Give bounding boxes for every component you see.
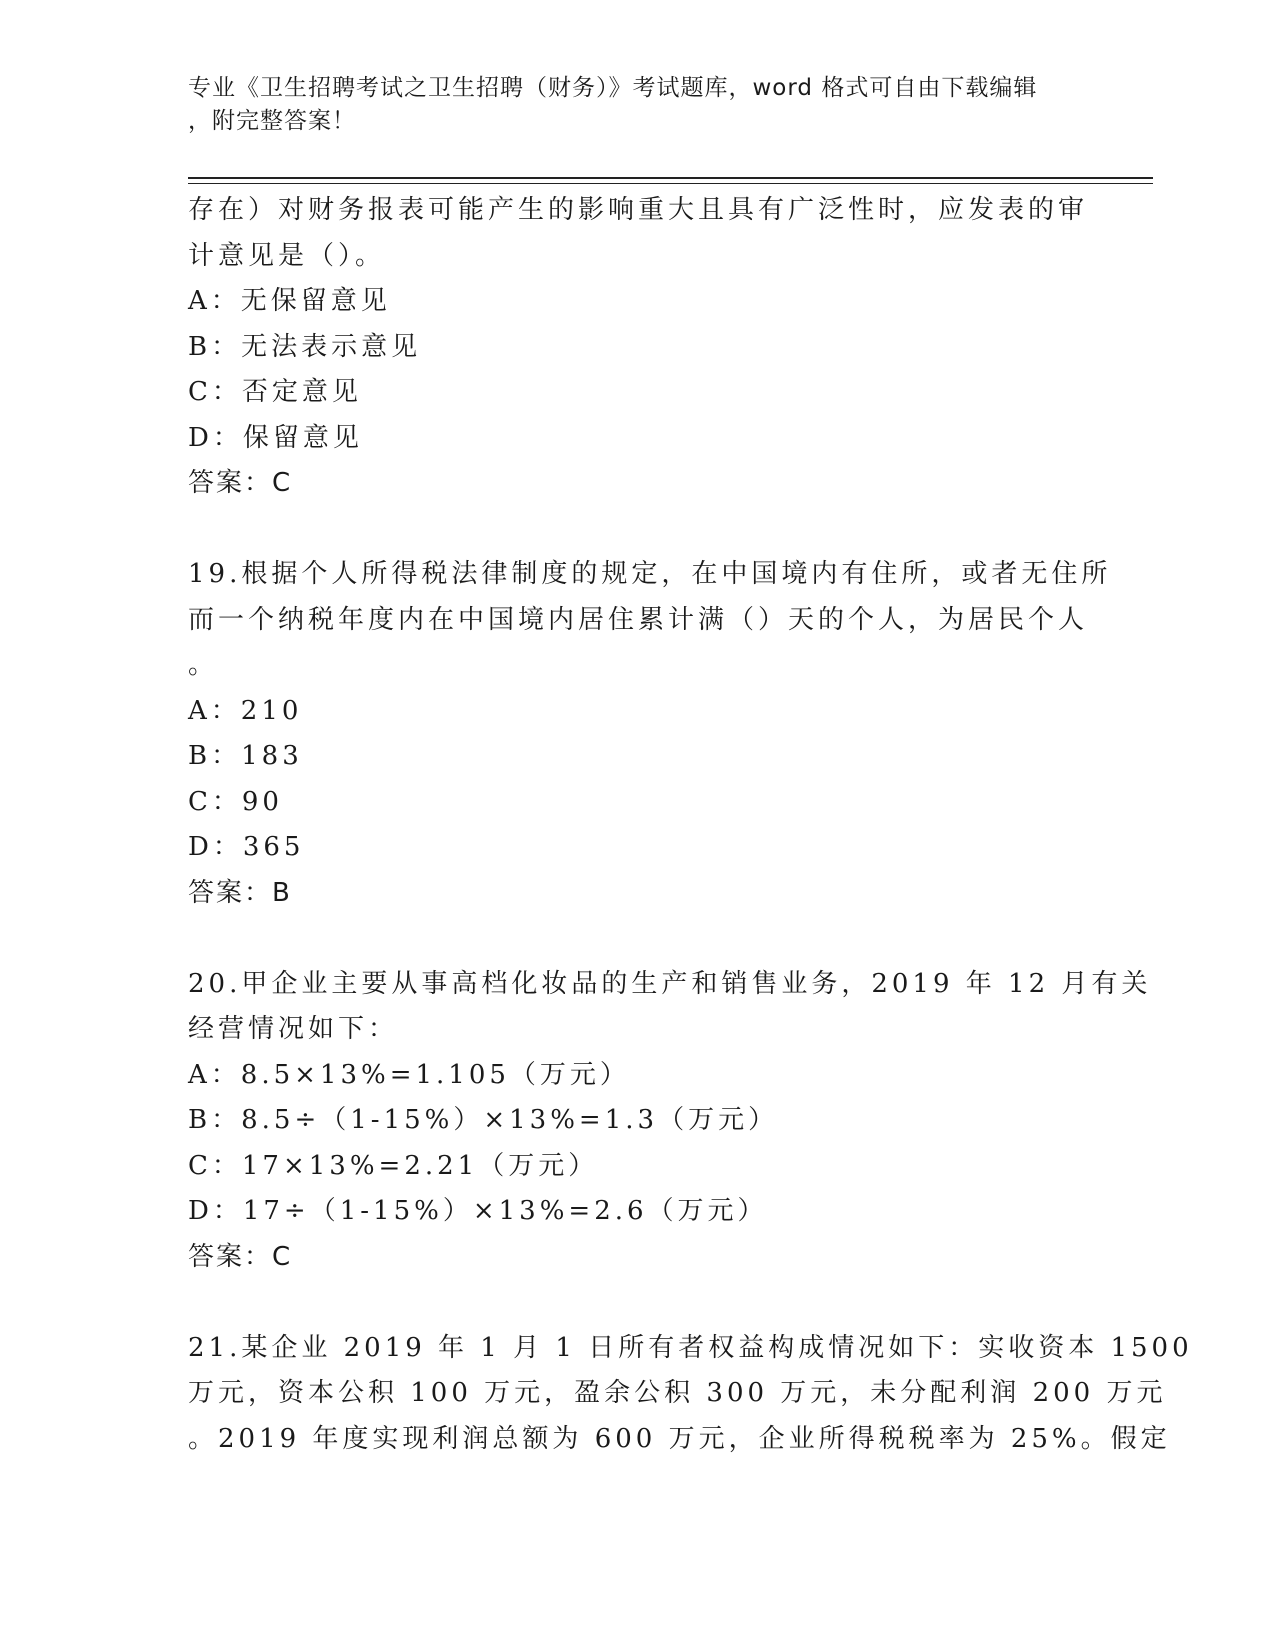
question-text-line: 而一个纳税年度内在中国境内居住累计满（）天的个人，为居民个人 — [188, 604, 1089, 635]
question-text-line: 。2019 年度实现利润总额为 600 万元，企业所得税税率为 25%。假定 — [188, 1423, 1171, 1454]
option-d: D：365 — [188, 832, 305, 862]
question-20 — [188, 962, 1152, 1281]
question-text-line: 20.甲企业主要从事高档化妆品的生产和销售业务，2019 年 12 月有关 — [188, 968, 1152, 999]
option-d: D：17÷（1-15%）×13%=2.6（万元） — [188, 1196, 768, 1226]
option-c: C：17×13%=2.21（万元） — [188, 1150, 599, 1181]
option-d: D：保留意见 — [188, 422, 363, 453]
header-divider-thin — [188, 183, 1153, 184]
question-18 — [188, 188, 1088, 507]
spacer — [188, 507, 1088, 553]
spacer — [188, 1280, 1088, 1326]
question-text-line: 存在）对财务报表可能产生的影响重大且具有广泛性时，应发表的审 — [188, 195, 1089, 225]
question-21 — [188, 1326, 1193, 1463]
header-line-2: ，附完整答案！ — [188, 108, 356, 134]
document-body — [188, 188, 1193, 1462]
spacer — [188, 916, 1088, 962]
answer-line: 答案：C — [188, 1241, 293, 1272]
option-a: A：8.5×13%=1.105（万元） — [188, 1059, 630, 1090]
page-header — [188, 72, 1088, 138]
answer-line: 答案：C — [188, 468, 293, 498]
question-text-line: 。 — [188, 650, 219, 680]
option-b: B：8.5÷（1-15%）×13%=1.3（万元） — [188, 1105, 779, 1135]
option-c: C：否定意见 — [188, 377, 362, 407]
question-text-line: 21.某企业 2019 年 1 月 1 日所有者权益构成情况如下：实收资本 1500 — [188, 1332, 1193, 1363]
question-19 — [188, 552, 1112, 916]
answer-line: 答案：B — [188, 877, 292, 908]
question-text-line: 经营情况如下： — [188, 1014, 399, 1044]
option-b: B：无法表示意见 — [188, 331, 422, 362]
option-b: B：183 — [188, 741, 303, 771]
option-a: A：无保留意见 — [188, 286, 391, 316]
question-text-line: 万元，资本公积 100 万元，盈余公积 300 万元，未分配利润 200 万元 — [188, 1378, 1167, 1408]
header-line-1: 专业《卫生招聘考试之卫生招聘（财务）》考试题库，word 格式可自由下载编辑 — [188, 75, 1038, 101]
option-c: C：90 — [188, 786, 283, 817]
option-a: A：210 — [188, 695, 303, 726]
question-text-line: 19.根据个人所得税法律制度的规定，在中国境内有住所，或者无住所 — [188, 559, 1112, 589]
question-text-line: 计意见是（）。 — [188, 240, 386, 271]
header-divider-thick — [188, 177, 1153, 179]
